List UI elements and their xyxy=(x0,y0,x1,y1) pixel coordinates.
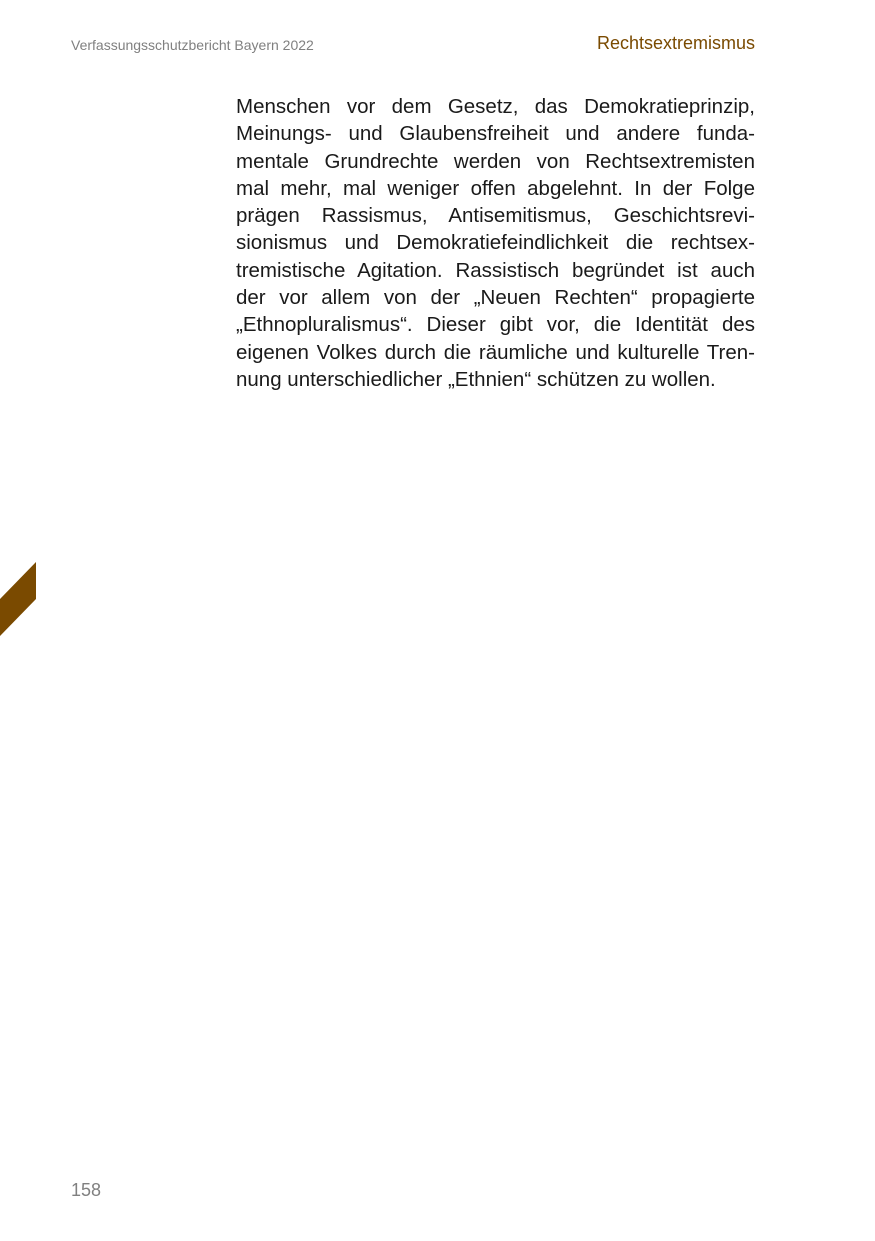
paragraph-line: nung unterschiedlicher „Ethnien“ schützen zu wollen. xyxy=(236,367,716,391)
paragraph-line: eigenen Volkes durch die räumliche und kulturelle Tren- xyxy=(236,340,755,364)
paragraph-line: sionismus und Demokratiefeindlichkeit die rechtsex- xyxy=(236,231,755,255)
paragraph-line: Meinungs- und Glaubensfreiheit und andere funda- xyxy=(236,122,755,146)
paragraph-line: „Ethnopluralismus“. Dieser gibt vor, die Identität des xyxy=(236,313,755,337)
running-header-section: Rechtsextremismus xyxy=(596,33,755,53)
paragraph-line: mentale Grundrechte werden von Rechtsextremisten xyxy=(236,149,755,173)
page-number: 158 xyxy=(71,1180,102,1200)
paragraph-line: mal mehr, mal weniger offen abgelehnt. In der Folge xyxy=(236,176,755,200)
paragraph-line: tremistische Agitation. Rassistisch begründet ist auch xyxy=(236,258,755,282)
paragraph-line: der vor allem von der „Neuen Rechten“ propagierte xyxy=(236,286,755,310)
body-paragraph xyxy=(236,93,755,393)
chapter-marker-tab xyxy=(0,562,36,636)
paragraph-line: prägen Rassismus, Antisemitismus, Geschichtsrevi- xyxy=(236,204,755,228)
running-header-publication: Verfassungsschutzbericht Bayern 2022 xyxy=(71,37,314,53)
paragraph-line: Menschen vor dem Gesetz, das Demokratieprinzip, xyxy=(236,95,755,118)
